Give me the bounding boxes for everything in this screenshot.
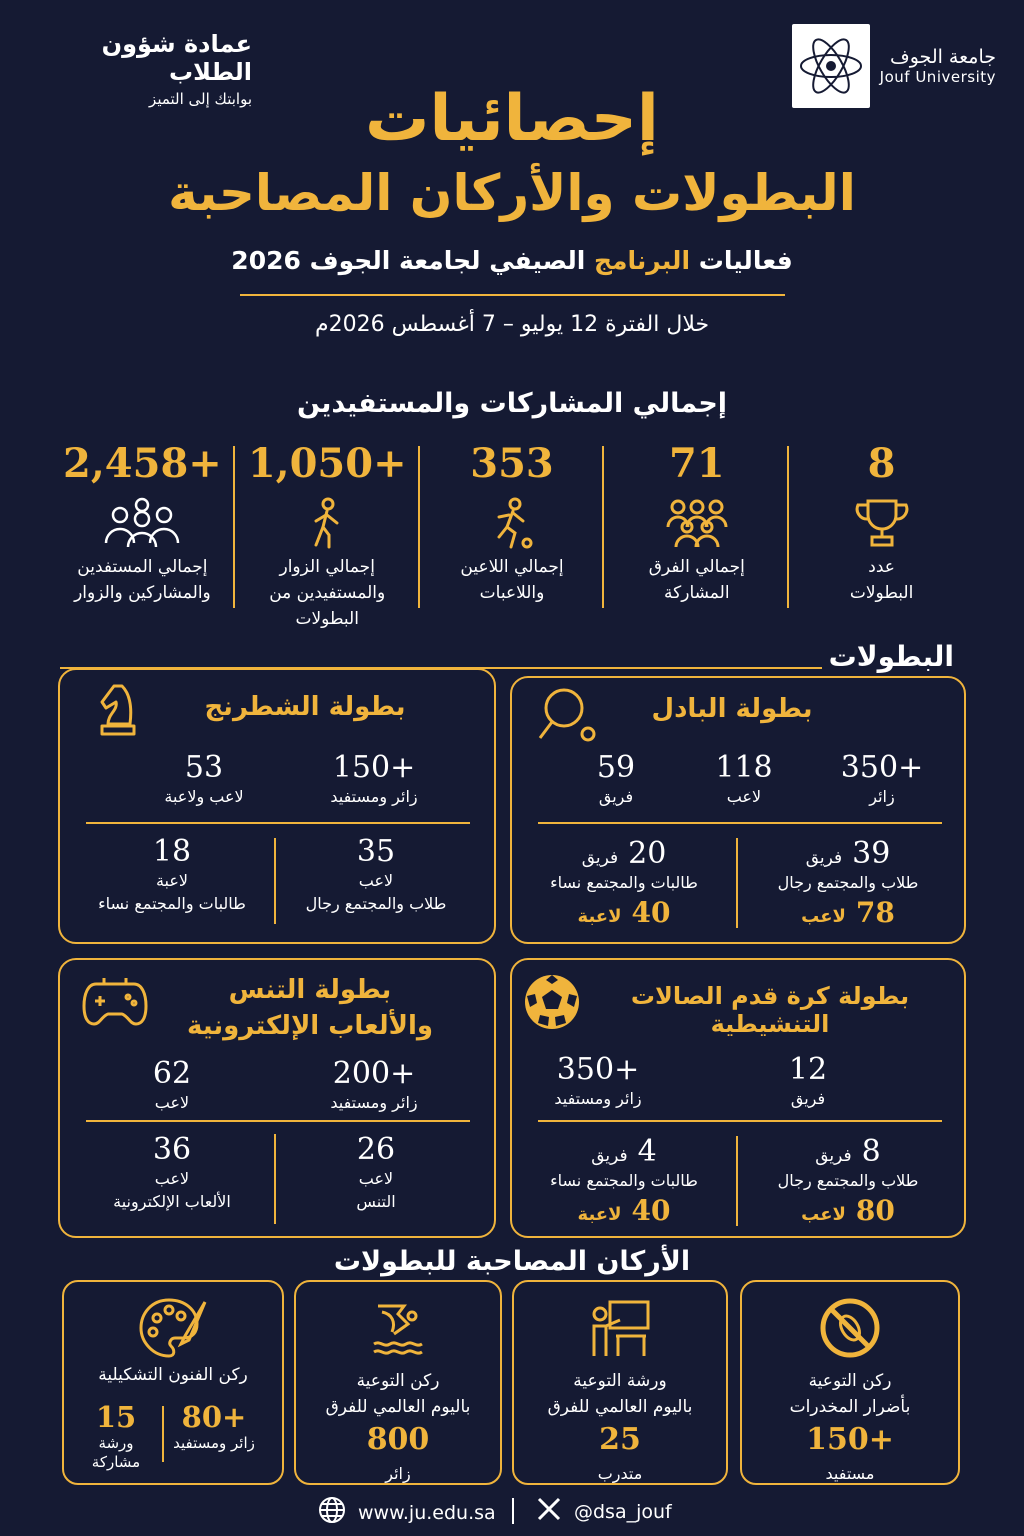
total-label: إجمالي الزوار (279, 557, 375, 577)
no-drugs-icon (742, 1290, 958, 1366)
main-title-line2: البطولات والأركان المصاحبة (168, 164, 856, 222)
stat-label: لاعبة (577, 1204, 622, 1225)
stat-label: لاعب (801, 1204, 846, 1225)
stat-label: طالبات والمجتمع نساء (98, 894, 246, 913)
total-value: +2,458 (63, 440, 222, 487)
total-value: +1,050 (247, 440, 407, 487)
team-icon (604, 492, 789, 554)
stat-label: لاعبة (155, 871, 189, 890)
total-label: إجمالي الفرق (648, 557, 745, 577)
chess-players (104, 750, 304, 806)
stat-label: طالبات والمجتمع نساء (550, 1171, 698, 1190)
padel-men (748, 836, 948, 929)
stat-label: الألعاب الإلكترونية (113, 1192, 231, 1211)
corner-value: 25 (599, 1422, 641, 1457)
futsal-title: بطولة كرة قدم الصالات التنشيطية (630, 982, 910, 1038)
chess-men (276, 834, 476, 913)
stat-label: لاعب (726, 787, 762, 806)
corner-label: زائر ومستفيد (173, 1434, 255, 1452)
totals-heading: إجمالي المشاركات والمستفيدين (296, 388, 728, 419)
padel-racket-icon (534, 684, 600, 750)
trainer-board-icon (514, 1290, 726, 1366)
trophy-icon (789, 492, 974, 554)
stat-value: 20 (628, 836, 667, 871)
university-name-en: Jouf University (879, 68, 996, 86)
total-teams (604, 440, 789, 610)
futsal-card (510, 958, 966, 1238)
total-label: البطولات (849, 583, 914, 603)
corner-drugs-awareness (740, 1280, 960, 1485)
stat-label: فريق (591, 1146, 628, 1166)
stat-value: +150 (332, 750, 416, 785)
stat-label: لاعب ولاعبة (164, 787, 244, 806)
stat-value: +350 (840, 750, 924, 785)
championships-heading: البطولات (828, 640, 954, 673)
corner-value: 15 (95, 1400, 137, 1434)
padel-teams (516, 750, 716, 806)
stat-value: 59 (596, 750, 636, 785)
tennis-players (72, 1056, 272, 1112)
esports-stats (72, 1132, 272, 1211)
total-label: والمستفيدين من البطولات (269, 583, 386, 629)
tennis-title-line2: والألعاب الإلكترونية (186, 1011, 434, 1041)
corner-title-line1: ركن التوعية (808, 1371, 892, 1391)
chess-card (58, 668, 496, 944)
stat-label: زائر ومستفيد (330, 1093, 418, 1112)
player-icon (420, 492, 605, 554)
stat-label: لاعب (358, 871, 394, 890)
corner-title-line2: باليوم العالمي للفرق (325, 1397, 471, 1417)
corner-label: مشاركة (91, 1453, 141, 1471)
footer (0, 1494, 1024, 1530)
total-value: 353 (470, 440, 554, 487)
website-text: www.ju.edu.sa (358, 1501, 496, 1524)
tennis-stats (276, 1132, 476, 1211)
social-link[interactable] (536, 1496, 672, 1527)
globe-icon (318, 1496, 346, 1529)
footer-separator (512, 1498, 514, 1524)
stat-value: 4 (637, 1134, 657, 1169)
futsal-teams (708, 1052, 908, 1108)
stat-value: 80 (855, 1194, 895, 1227)
stat-label: لاعب (801, 906, 846, 927)
subtitle-divider (240, 294, 785, 296)
period-text: خلال الفترة 12 يوليو – 7 أغسطس 2026م (314, 312, 710, 337)
stat-value: +350 (556, 1052, 640, 1087)
total-label: إجمالي المستفدين (77, 557, 208, 577)
futsal-men (748, 1134, 948, 1227)
corner-label: ورشة (98, 1434, 134, 1452)
total-label: عدد (868, 557, 895, 577)
padel-vdivider (736, 838, 738, 928)
football-icon (522, 972, 582, 1036)
chess-divider (86, 822, 470, 824)
stat-label: لاعب (154, 1169, 190, 1188)
futsal-women (524, 1134, 724, 1227)
stat-value: 26 (356, 1132, 396, 1167)
futsal-divider (538, 1120, 942, 1122)
corner-teams-awareness (294, 1280, 502, 1485)
social-handle: @dsa_jouf (574, 1500, 672, 1523)
chess-title: بطولة الشطرنج (204, 692, 406, 722)
tennis-title-line1: بطولة التنس (228, 975, 392, 1005)
corner-label: متدرب (597, 1464, 643, 1483)
website-link[interactable] (318, 1496, 496, 1529)
corner-title-line1: ورشة التوعية (573, 1371, 667, 1391)
deanship-slogan: بوابتك إلى التميز (149, 90, 252, 108)
deanship-name: عمادة شؤون الطلاب (101, 30, 252, 86)
subtitle-post: الصيفي لجامعة الجوف 2026 (231, 246, 595, 275)
total-label: إجمالي اللاعين (460, 557, 564, 577)
padel-card (510, 676, 966, 944)
visitor-icon (235, 492, 420, 554)
total-players (420, 440, 605, 610)
stat-label: طلاب والمجتمع رجال (777, 873, 919, 892)
total-label: واللاعبات (479, 583, 545, 603)
futsal-visitors (498, 1052, 698, 1108)
stat-value: 39 (852, 836, 891, 871)
stat-label: لاعبة (577, 906, 622, 927)
stat-value: +200 (332, 1056, 416, 1091)
total-beneficiaries (50, 440, 235, 610)
stat-label: طلاب والمجتمع رجال (777, 1171, 919, 1190)
gamepad-icon (82, 974, 148, 1032)
x-logo-icon (536, 1496, 562, 1527)
stat-label: فريق (790, 1089, 826, 1108)
total-label: والمشاركين والزوار (74, 583, 211, 603)
padel-women (524, 836, 724, 929)
corners-heading: الأركان المصاحبة للبطولات (333, 1246, 691, 1277)
fine-arts-workshops (76, 1400, 156, 1472)
stat-label: زائر (869, 787, 895, 806)
corner-title (296, 1368, 500, 1420)
cultural-emblem-icon (296, 1290, 500, 1366)
stat-label: فريق (598, 787, 634, 806)
totals-row (50, 440, 974, 629)
stat-label: زائر ومستفيد (554, 1089, 642, 1108)
stat-label: لاعب (154, 1093, 190, 1112)
people-icon (50, 492, 235, 554)
corner-title-line2: باليوم العالمي للفرق (547, 1397, 693, 1417)
total-value: 8 (867, 440, 896, 487)
stat-value: 62 (152, 1056, 192, 1091)
stat-value: 40 (631, 896, 671, 929)
subtitle-highlight: البرنامج (594, 246, 691, 275)
stat-value: 53 (184, 750, 224, 785)
fine-arts-divider (162, 1406, 164, 1462)
stat-value: 118 (715, 750, 773, 785)
corner-title-line1: ركن التوعية (356, 1371, 440, 1391)
tennis-visitors (274, 1056, 474, 1112)
fine-arts-visitors (164, 1400, 264, 1452)
total-visitors (235, 440, 420, 629)
subtitle (0, 246, 1024, 275)
stat-value: 36 (152, 1132, 192, 1167)
stat-label: التنس (356, 1192, 396, 1211)
corner-workshop (512, 1280, 728, 1485)
total-value: 71 (668, 440, 725, 487)
stat-label: فريق (581, 848, 619, 868)
padel-divider (538, 822, 942, 824)
tennis-title (170, 972, 450, 1044)
stat-label: طالبات والمجتمع نساء (550, 873, 698, 892)
stat-label: طلاب والمجتمع رجال (305, 894, 447, 913)
futsal-vdivider (736, 1136, 738, 1226)
corner-value: 800 (366, 1422, 430, 1457)
corner-value: +80 (181, 1400, 247, 1434)
corner-title: ركن الفنون التشكيلية (98, 1365, 248, 1385)
corner-title (514, 1368, 726, 1420)
main-title: إحصائيات (365, 82, 659, 156)
university-name-ar: جامعة الجوف (890, 46, 996, 68)
padel-title: بطولة البادل (651, 694, 813, 724)
stat-value: 18 (152, 834, 192, 869)
stat-value: 35 (356, 834, 396, 869)
corner-label: زائر (385, 1464, 411, 1483)
stat-value: 40 (631, 1194, 671, 1227)
palette-brush-icon (64, 1290, 282, 1366)
corner-title-line2: بأضرار المخدرات (789, 1397, 911, 1417)
stat-label: فريق (805, 848, 843, 868)
tennis-divider (86, 1120, 470, 1122)
subtitle-pre: فعاليات (690, 246, 793, 275)
total-championships (789, 440, 974, 610)
chess-knight-icon (98, 680, 138, 744)
stat-value: 12 (788, 1052, 828, 1087)
chess-visitors (274, 750, 474, 806)
stat-label: لاعب (358, 1169, 394, 1188)
stat-value: 78 (855, 896, 895, 929)
corner-value: +150 (806, 1422, 894, 1457)
stat-label: فريق (815, 1146, 852, 1166)
tennis-card (58, 958, 496, 1238)
chess-women (72, 834, 272, 913)
total-label: المشاركة (664, 583, 730, 603)
corner-title (742, 1368, 958, 1420)
stat-label: زائر ومستفيد (330, 787, 418, 806)
corner-label: مستفيد (825, 1464, 875, 1483)
corner-fine-arts (62, 1280, 284, 1485)
stat-value: 8 (861, 1134, 881, 1169)
